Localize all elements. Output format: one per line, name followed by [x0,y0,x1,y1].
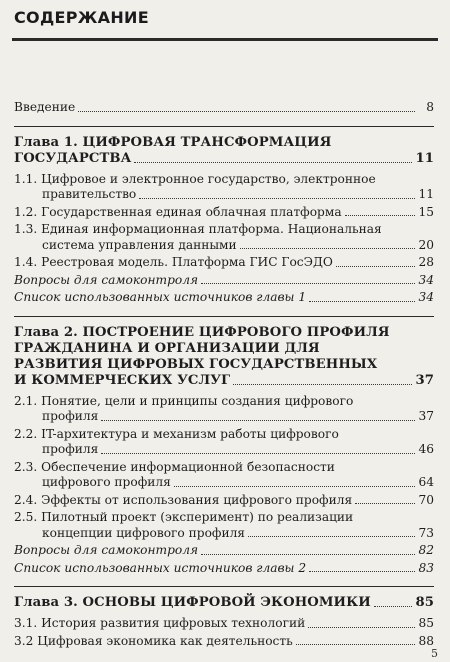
leader-dots [308,627,415,628]
leader-dots [139,198,415,199]
toc-ch1-refs-text: Список использованных источников главы 1 [14,290,307,304]
toc-ch1-refs-page: 34 [418,290,434,304]
toc-section-2-4-text: 2.4. Эффекты от использования цифрового профиля [14,492,353,507]
toc-section-3-1-text: 3.1. История развития цифровых технологий [14,616,306,630]
leader-dots [233,384,412,385]
toc-section-1-4[interactable] [14,255,434,271]
toc-ch1-questions-page: 34 [418,272,434,287]
leader-dots [296,644,415,645]
leader-dots [201,283,415,284]
toc-section-2-1-line1[interactable]: 2.1. Понятие, цели и принципы создания цифрового [14,393,354,408]
toc-section-1-3-line1[interactable]: 1.3. Единая информационная платформа. Национальная [14,222,382,236]
page-number: 5 [431,647,438,660]
toc-ch2-refs-page: 83 [418,560,434,575]
toc-section-3-2[interactable] [14,634,434,650]
toc-section-2-2-line1[interactable]: 2.2. IT-архитектура и механизм работы цифрового [14,426,339,441]
leader-dots [101,420,415,421]
toc-ch2-title-line1[interactable]: Глава 2. ПОСТРОЕНИЕ ЦИФРОВОГО ПРОФИЛЯ [14,324,390,340]
toc-ch1-questions-text: Вопросы для самоконтроля [14,272,199,287]
toc-section-2-5-page: 73 [418,525,434,540]
toc-ch2-title[interactable] [14,373,434,389]
toc-section-3-2-text: 3.2 Цифровая экономика как деятельность [14,633,293,648]
toc-section-2-1-line2: профиля [42,409,99,423]
toc-ch2-refs-text: Список использованных источников главы 2 [14,560,307,575]
toc-section-1-2[interactable] [14,205,434,221]
toc-intro-page: 8 [426,100,434,114]
toc-section-1-3[interactable] [14,238,434,254]
toc-ch2-refs[interactable] [14,561,434,577]
toc-section-2-4-page: 70 [418,492,434,507]
toc-ch2-title-line4: И КОММЕРЧЕСКИХ УСЛУГ [14,372,231,388]
toc-intro-text: Введение [14,100,76,114]
toc-section-1-4-page: 28 [418,255,434,269]
toc-section-2-1[interactable] [14,409,434,425]
toc-section-1-1[interactable] [14,187,434,203]
leader-dots [345,215,415,216]
leader-dots [355,503,415,504]
leader-dots [309,301,415,302]
toc-section-1-4-text: 1.4. Реестровая модель. Платформа ГИС ГосЭДО [14,255,333,269]
toc-section-2-1-page: 37 [418,409,434,423]
leader-dots [101,453,415,454]
leader-dots [336,266,415,267]
page-title: СОДЕРЖАНИЕ [14,8,149,27]
toc-section-3-2-page: 88 [418,633,434,648]
toc-section-2-5-line2: концепции цифрового профиля [42,525,245,540]
chapter-divider [14,316,434,317]
toc-section-1-1-page: 11 [418,187,434,201]
chapter-divider [14,126,434,127]
toc-section-2-4[interactable] [14,493,434,509]
toc-section-1-2-page: 15 [418,204,434,219]
toc-section-2-3[interactable] [14,475,434,491]
toc-ch1-title[interactable] [14,151,434,167]
toc-ch3-title-line1: Глава 3. ОСНОВЫ ЦИФРОВОЙ ЭКОНОМИКИ [14,595,371,610]
toc-section-2-3-page: 64 [418,475,434,489]
toc-section-1-3-page: 20 [418,237,434,252]
header-rule [12,38,438,41]
leader-dots [78,111,415,112]
toc-intro[interactable] [14,100,434,116]
toc-ch1-questions[interactable] [14,273,434,289]
toc-section-2-5[interactable] [14,526,434,542]
toc-section-1-1-line2: правительство [42,187,137,201]
toc-ch2-questions-text: Вопросы для самоконтроля [14,543,199,557]
toc-ch2-title-line2[interactable]: ГРАЖДАНИНА И ОРГАНИЗАЦИИ ДЛЯ [14,340,320,356]
toc-section-2-2-page: 46 [418,442,434,456]
toc-section-2-3-line1[interactable]: 2.3. Обеспечение информационной безопасности [14,459,335,474]
toc-section-2-2-line2: профиля [42,442,99,456]
toc-ch3-title[interactable] [14,595,434,611]
leader-dots [248,536,415,537]
toc-section-1-3-line2: система управления данными [42,237,237,252]
toc-ch3-page: 85 [415,595,434,610]
leader-dots [309,571,415,572]
toc-section-3-1[interactable] [14,616,434,632]
leader-dots [374,606,413,607]
toc-section-2-2[interactable] [14,442,434,458]
toc-ch1-title-line1[interactable]: Глава 1. ЦИФРОВАЯ ТРАНСФОРМАЦИЯ [14,134,332,150]
chapter-divider [14,586,434,587]
leader-dots [134,162,412,163]
toc-section-1-1-line1[interactable]: 1.1. Цифровое и электронное государство, электронное [14,171,376,186]
toc-ch2-page: 37 [415,372,434,388]
leader-dots [240,248,415,249]
toc-ch1-refs[interactable] [14,290,434,306]
toc-section-2-3-line2: цифрового профиля [42,475,171,489]
leader-dots [201,554,415,555]
toc-ch2-questions[interactable] [14,543,434,559]
toc-ch2-title-line3[interactable]: РАЗВИТИЯ ЦИФРОВЫХ ГОСУДАРСТВЕННЫХ [14,356,378,372]
toc-section-3-1-page: 85 [418,616,434,630]
toc-ch2-questions-page: 82 [418,543,434,557]
toc-ch1-page: 11 [415,150,434,166]
table-of-contents [14,100,434,651]
toc-ch1-title-line2: ГОСУДАРСТВА [14,150,132,166]
leader-dots [174,486,415,487]
toc-section-1-2-text: 1.2. Государственная единая облачная платформа [14,204,342,219]
toc-section-2-5-line1[interactable]: 2.5. Пилотный проект (эксперимент) по реализации [14,510,354,524]
